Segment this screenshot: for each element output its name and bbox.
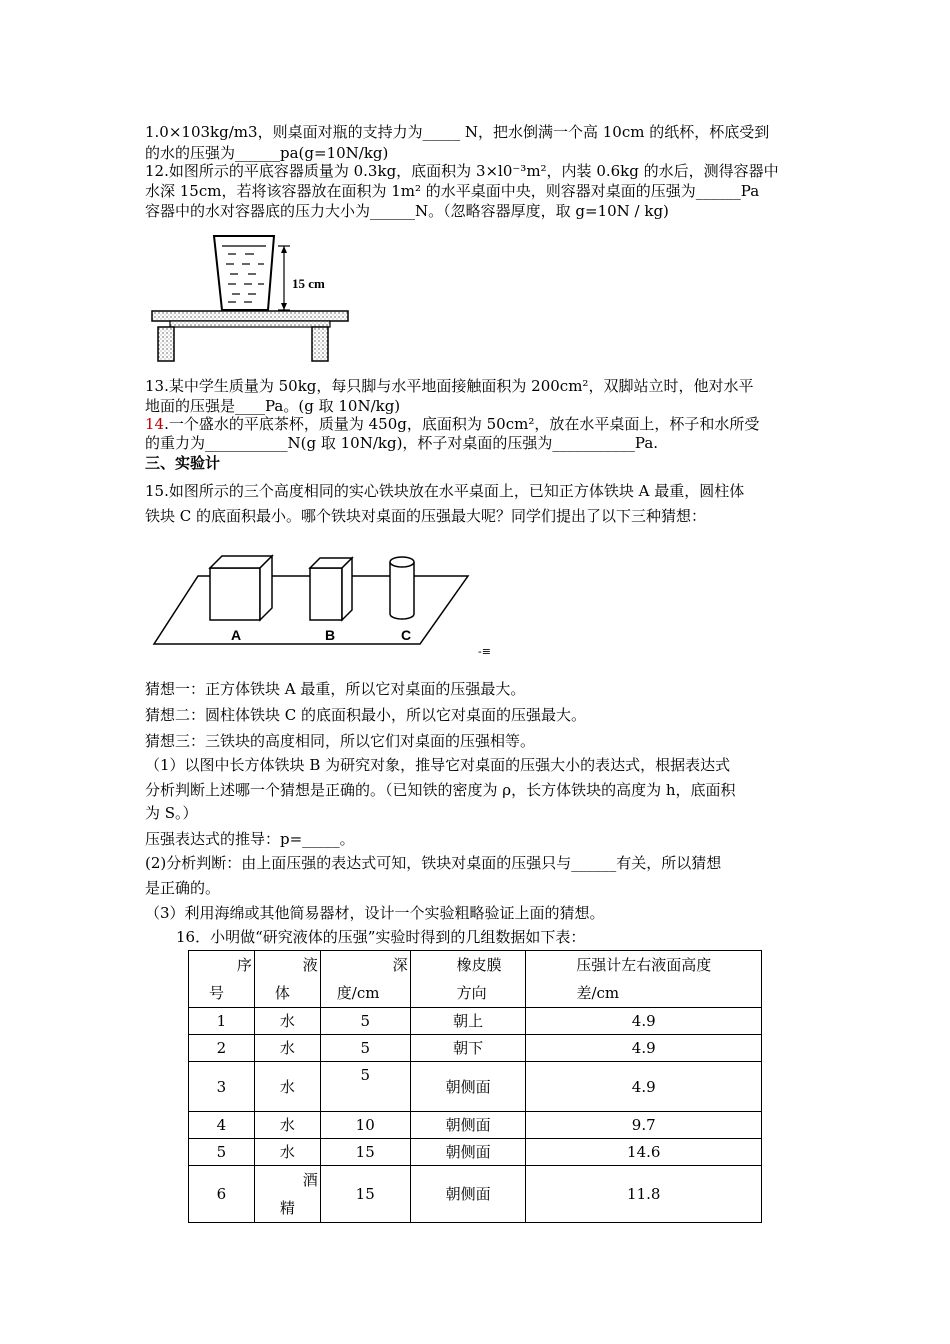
guess-two: 猜想二：圆柱体铁块 C 的底面积最小，所以它对桌面的压强最大。 xyxy=(145,706,587,724)
container-on-table-figure xyxy=(150,232,350,364)
block-a xyxy=(210,556,272,620)
guess-three: 猜想三：三铁块的高度相同，所以它们对桌面的压强相等。 xyxy=(145,732,536,750)
q11-line2: 的水的压强为______pa(g=10N/kg) xyxy=(145,144,389,162)
table-row xyxy=(189,1112,762,1139)
row6-liquid: 酒 精 xyxy=(254,1166,320,1223)
table-row xyxy=(189,1008,762,1035)
label-c: C xyxy=(400,627,412,643)
table-cell: 6 xyxy=(189,1166,255,1223)
q15-intro1: 15.如图所示的三个高度相同的实心铁块放在水平桌面上，已知正方体铁块 A 最重，圆柱体 xyxy=(145,482,745,500)
table-cell: 4.9 xyxy=(526,1035,762,1062)
table-row xyxy=(189,1166,762,1223)
table-row xyxy=(189,1062,762,1112)
label-b: B xyxy=(324,627,336,643)
table-cell: 14.6 xyxy=(526,1139,762,1166)
table-cell: 10 xyxy=(320,1112,410,1139)
header-cell: 液 体 xyxy=(254,951,320,1008)
table-cell: 5 xyxy=(320,1062,410,1112)
table-cell: 11.8 xyxy=(526,1166,762,1223)
part2-line-a: (2)分析判断：由上面压强的表达式可知，铁块对桌面的压强只与______有关，所以猜想 xyxy=(145,854,722,872)
table-cell: 水 xyxy=(254,1035,320,1062)
depth-label: 15 cm xyxy=(292,276,325,291)
guess-one: 猜想一：正方体铁块 A 最重，所以它对桌面的压强最大。 xyxy=(145,680,526,698)
iron-blocks-figure xyxy=(150,548,470,648)
label-a: A xyxy=(230,627,242,643)
table-cell: 1 xyxy=(189,1008,255,1035)
container-shape xyxy=(214,236,274,310)
table-cell: 15 xyxy=(320,1166,410,1223)
table-cell: 朝侧面 xyxy=(410,1166,526,1223)
q14-line2: 的重力为___________N(g 取 10N/kg)，杯子对桌面的压强为___________Pa. xyxy=(145,434,659,452)
table-cell: 5 xyxy=(189,1139,255,1166)
table-cell: 水 xyxy=(254,1008,320,1035)
header-cell: 序 号 xyxy=(189,951,255,1008)
table-cell: 朝侧面 xyxy=(410,1139,526,1166)
table-cell: 水 xyxy=(254,1062,320,1112)
table-cell: 4.9 xyxy=(526,1062,762,1112)
table-cell: 9.7 xyxy=(526,1112,762,1139)
table-cell: 朝侧面 xyxy=(410,1062,526,1112)
part1-line-a: （1）以图中长方体铁块 B 为研究对象，推导它对桌面的压强大小的表达式，根据表达式 xyxy=(145,756,731,774)
table-cell: 2 xyxy=(189,1035,255,1062)
q14-number: 14 xyxy=(145,415,165,433)
table-cell: 5 xyxy=(320,1035,410,1062)
derive-line: 压强表达式的推导：p=_____。 xyxy=(145,830,355,848)
table-cell: 15 xyxy=(320,1139,410,1166)
table-cell: 4 xyxy=(189,1112,255,1139)
part1-line-b: 分析判断上述哪一个猜想是正确的。（已知铁的密度为 ρ，长方体铁块的高度为 h，底面积 xyxy=(145,781,736,799)
table-cell: 水 xyxy=(254,1139,320,1166)
q11-line1: 1.0×103kg/m3，则桌面对瓶的支持力为_____ N，把水倒满一个高 10cm 的纸杯，杯底受到 xyxy=(145,123,770,141)
header-cell: 深 度/cm xyxy=(320,951,410,1008)
block-c xyxy=(390,557,414,619)
table-cell: 5 xyxy=(320,1008,410,1035)
section-title: 三、实验计 xyxy=(145,454,221,472)
table-cell: 朝上 xyxy=(410,1008,526,1035)
table-row xyxy=(189,1139,762,1166)
table-cell: 3 xyxy=(189,1062,255,1112)
stray-mark: -≡ xyxy=(478,645,491,658)
table-cell: 朝下 xyxy=(410,1035,526,1062)
part1-line-c: 为 S。） xyxy=(145,804,198,822)
header-cell: 压强计左右液面高度 差/cm xyxy=(526,951,762,1008)
table-cell: 4.9 xyxy=(526,1008,762,1035)
q12-line2: 水深 15cm，若将该容器放在面积为 1m² 的水平桌面中央，则容器对桌面的压强为______Pa xyxy=(145,182,760,200)
block-b xyxy=(310,558,352,620)
q15-intro2: 铁块 C 的底面积最小。哪个铁块对桌面的压强最大呢？同学们提出了以下三种猜想： xyxy=(145,507,707,525)
q12-line1: 12.如图所示的平底容器质量为 0.3kg，底面积为 3×l0⁻³m²，内装 0.6kg 的水后，测得容器中 xyxy=(145,162,779,180)
table-cell: 水 xyxy=(254,1112,320,1139)
q12-line3: 容器中的水对容器底的压力大小为______N。（忽略容器厚度，取 g=10N / kg) xyxy=(145,202,669,220)
liquid-pressure-table xyxy=(188,950,762,1223)
q14-line1-text: .一个盛水的平底茶杯，质量为 450g，底面积为 50cm²，放在水平桌面上，杯子和水所受 xyxy=(164,415,760,433)
table-row xyxy=(189,1035,762,1062)
q16-intro: 16．小明做“研究液体的压强”实验时得到的几组数据如下表： xyxy=(176,928,586,946)
table-header-row xyxy=(189,951,762,1008)
q14-line1 xyxy=(145,414,759,434)
part3-line: （3）利用海绵或其他简易器材，设计一个实验粗略验证上面的猜想。 xyxy=(145,904,605,922)
part2-line-b: 是正确的。 xyxy=(145,879,221,897)
table-cell: 朝侧面 xyxy=(410,1112,526,1139)
q13-line1: 13.某中学生质量为 50kg，每只脚与水平地面接触面积为 200cm²，双脚站立时，他对水平 xyxy=(145,377,754,395)
q13-line2: 地面的压强是____Pa。(g 取 10N/kg) xyxy=(145,397,401,415)
header-cell: 橡皮膜 方向 xyxy=(410,951,526,1008)
